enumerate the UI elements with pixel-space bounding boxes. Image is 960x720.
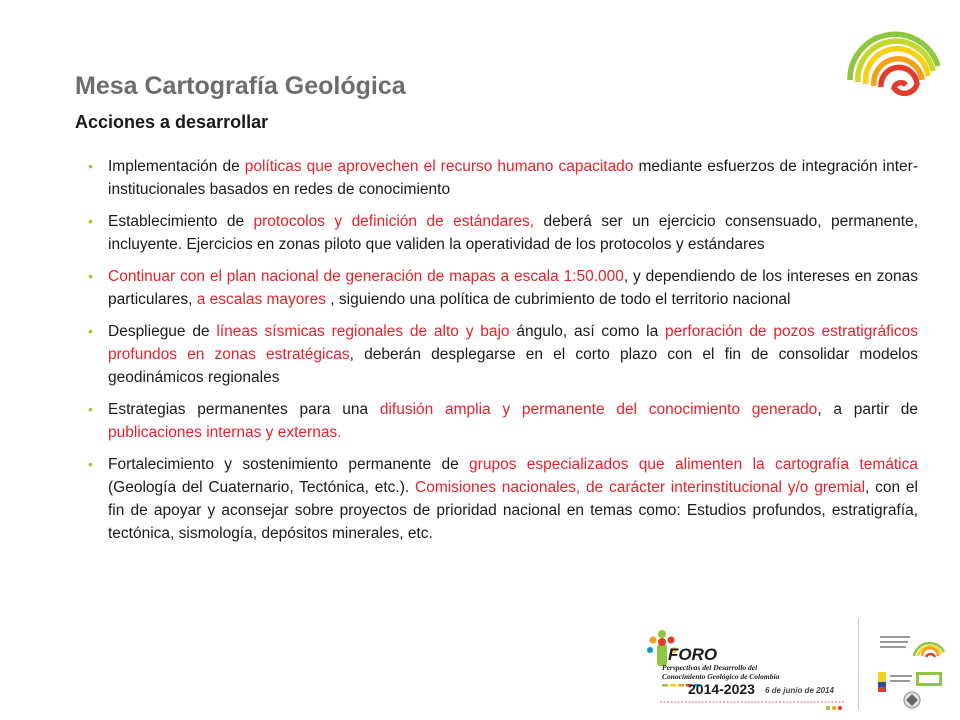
foro-word: FORO [668,645,718,664]
servicio-geologico-logo-icon [876,626,946,664]
foro-line2: Conocimiento Geológico de Colombia [662,672,780,681]
page-subtitle: Acciones a desarrollar [75,112,269,132]
list-item: • Implementación de políticas que aprovechen el recurso humano capacitado mediante esfuerzos de integración inter-institucionales basados en redes de conocimiento [88,155,918,201]
footer-divider [858,618,859,710]
bullet-dot-icon: • [88,322,93,339]
event-date: 6 de junio de 2014 [765,686,834,695]
bullet-dot-icon: • [88,212,93,229]
government-logos-icon [876,666,946,710]
bullet-dot-icon: • [88,158,93,174]
foro-logo [640,620,850,716]
bullet-dot-icon: • [88,267,93,284]
list-item: • Establecimiento de protocolos y definición de estándares, deberá ser un ejercicio consensuado, permanente, incluyente. Ejercicios en zonas piloto que validen la operatividad de los protocolos y estándares [88,210,918,256]
list-item: • Estrategias permanentes para una difusión amplia y permanente del conocimiento generado, a partir de publicaciones internas y externas. [88,398,918,444]
foro-years: 2014-2023 [688,681,755,697]
page-title: Mesa Cartografía Geológica [75,72,406,100]
rainbow-spiral-icon [842,14,942,104]
footer-dots-icon [826,706,842,710]
list-item: • Despliegue de líneas sísmicas regionales de alto y bajo ángulo, así como la perforación de pozos estratigráficos profundos en zonas estratégicas, deberán desplegarse en el corto plazo con el fin de consolidar modelos geodinámicos regionales [88,320,918,390]
bullet-dot-icon: • [88,400,93,417]
list-item: • Fortalecimiento y sostenimiento permanente de grupos especializados que alimenten la cartografía temática (Geología del Cuaternario, Tectónica, etc.). Comisiones nacionales, de carácter interinstitucional y/o gremial, con el fin de apoyar y aconsejar sobre proyectos de prioridad nacional en temas como: Estudios profundos, estratigrafía, tectónica, sismología, depósitos minerales, etc. [88,453,918,546]
bullet-dot-icon: • [88,455,93,472]
action-list [88,155,918,554]
list-item: • Continuar con el plan nacional de generación de mapas a escala 1:50.000, y dependiendo de los intereses en zonas particulares, a escalas mayores , siguiendo una política de cubrimiento de todo el territorio nacional [88,265,918,311]
foro-line1: Perspectivas del Desarrollo del [662,663,758,672]
